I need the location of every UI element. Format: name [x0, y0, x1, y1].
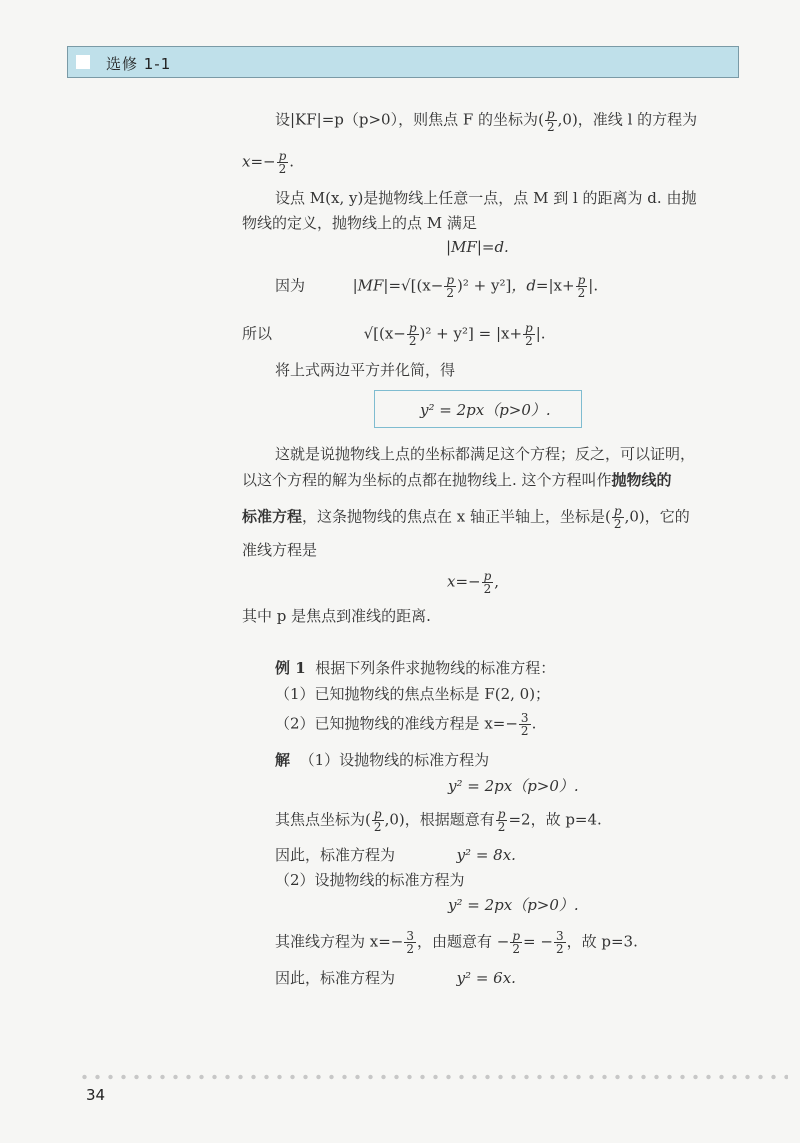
page-number: 34: [86, 1086, 106, 1104]
solution-line: 其准线方程为 x=− $\frac{3}{2}$ ，由题意有 − $\frac{p}{2}$ = − $\frac{3}{2}$ ，故 p=3.: [275, 929, 638, 956]
footer-dotted-rule: [78, 1074, 788, 1080]
standard-equation: y² = 2px（p>0）.: [420, 401, 551, 419]
text-line: 标准方程，这条抛物线的焦点在 x 轴正半轴上，坐标是( $\frac{p}{2}$ ,0)，它的: [242, 504, 690, 531]
example-heading: 例 1 根据下列条件求抛物线的标准方程：: [275, 659, 556, 677]
text-line: 这就是说抛物线上点的坐标都满足这个方程；反之，可以证明，: [275, 445, 696, 463]
equation: y² = 2px（p>0）.: [448, 896, 579, 914]
text-line: 准线方程是: [242, 541, 318, 559]
equation-line: 因为 |MF|=√[(x− $\frac{p}{2}$ )² + y²]，d=|x+ $\frac{p}{2}$ |.: [275, 273, 599, 300]
text-line: x=− $\frac{p}{2}$ .: [242, 149, 295, 176]
text-line: 其中 p 是焦点到准线的距离.: [242, 607, 431, 625]
solution-line: 因此，标准方程为 y² = 6x.: [275, 969, 516, 987]
solution-line: 因此，标准方程为 y² = 8x.: [275, 846, 516, 864]
text-line: 设|KF|=p（p>0），则焦点 F 的坐标为( $\frac{p}{2}$ ,0)，准线 l 的方程为: [275, 107, 698, 134]
text-line: 物线的定义，抛物线上的点 M 满足: [242, 214, 477, 232]
equation: y² = 2px（p>0）.: [448, 777, 579, 795]
example-item: （2）已知抛物线的准线方程是 x=− $\frac{3}{2}$ .: [275, 711, 537, 738]
chapter-header: [67, 46, 739, 78]
example-item: （1）已知抛物线的焦点坐标是 F(2, 0)；: [275, 685, 551, 703]
text-line: 将上式两边平方并化简，得: [275, 361, 456, 379]
solution-line: 其焦点坐标为( $\frac{p}{2}$ ,0)，根据题意有 $\frac{p}{2}$ =2，故 p=4.: [275, 807, 602, 834]
solution-line: （2）设抛物线的标准方程为: [275, 871, 465, 889]
text-line: 以这个方程的解为坐标的点都在抛物线上. 这个方程叫作抛物线的: [242, 471, 672, 489]
chapter-title: 选修 1-1: [106, 55, 172, 73]
equation: |MF|=d.: [446, 238, 509, 256]
text-line: 设点 M(x, y)是抛物线上任意一点，点 M 到 l 的距离为 d. 由抛: [275, 189, 697, 207]
equation-line: 所以 √[(x− $\frac{p}{2}$ )² + y²] = |x+ $\frac{p}{2}$ |.: [242, 321, 546, 348]
header-square-icon: [76, 55, 90, 69]
solution-line: 解 （1）设抛物线的标准方程为: [275, 751, 490, 769]
equation: x=− $\frac{p}{2}$ ,: [447, 569, 500, 596]
